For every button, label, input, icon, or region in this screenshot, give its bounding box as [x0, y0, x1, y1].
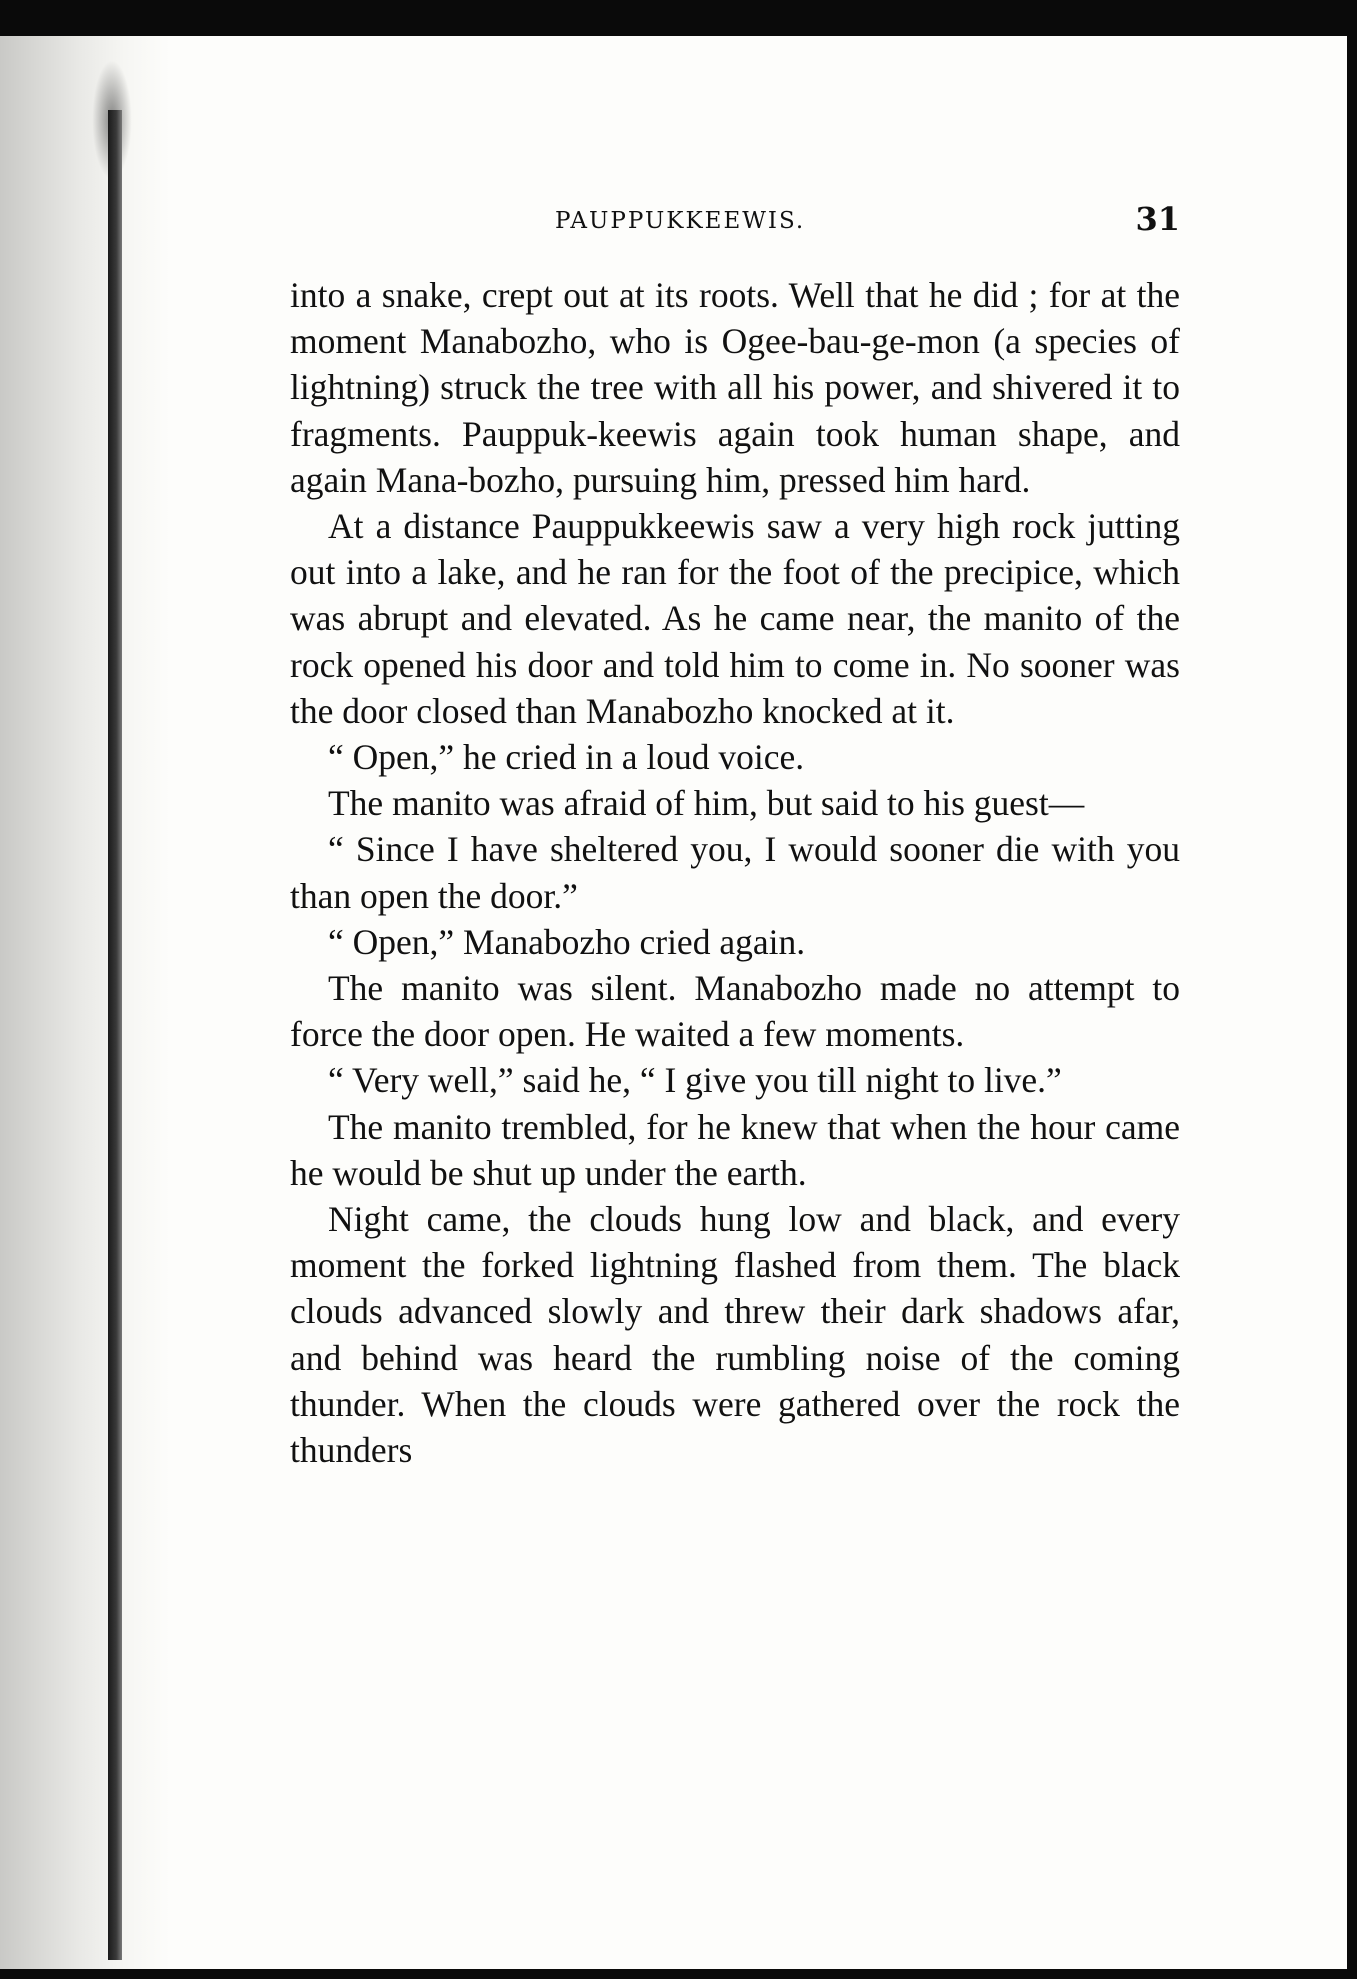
- paragraph: At a distance Pauppukkeewis saw a very high rock jutting out into a lake, and he ran for the foot of the precipice, which was abrupt and elevated. As he came near, the manito of the rock opened his door and told him to come in. No sooner was the door closed than Manabozho knocked at it.: [290, 506, 1180, 731]
- page-gutter: [0, 36, 170, 1969]
- paragraph: “ Since I have sheltered you, I would sooner die with you than open the door.”: [290, 829, 1180, 916]
- page-header: [290, 200, 1180, 240]
- paragraph: Night came, the clouds hung low and black, and every moment the forked lightning flashed from them. The black clouds advanced slowly and threw their dark shadows afar, and behind was heard the rumbling noise of the coming thunder. When the clouds were gathered over the rock the thunders: [290, 1199, 1180, 1471]
- body-text: [290, 272, 1180, 1473]
- paragraph: The manito was afraid of him, but said to his guest—: [328, 783, 1085, 824]
- scan-border-right: [1347, 0, 1357, 1979]
- paragraph: The manito was silent. Manabozho made no attempt to force the door open. He waited a few moments.: [290, 968, 1180, 1055]
- paragraph: “ Open,” he cried in a loud voice.: [328, 737, 805, 778]
- paragraph: “ Open,” Manabozho cried again.: [328, 921, 806, 962]
- page-number: 31: [1135, 200, 1180, 238]
- paragraph: The manito trembled, for he knew that when the hour came he would be shut up under the earth.: [290, 1106, 1180, 1193]
- book-spine: [108, 110, 122, 1960]
- scan-border-bottom: [0, 1969, 1357, 1979]
- scan-border-top: [0, 0, 1357, 36]
- paragraph: “ Very well,” said he, “ I give you till night to live.”: [328, 1060, 1062, 1101]
- paragraph: into a snake, crept out at its roots. Well that he did ; for at the moment Manabozho, who is Ogee-bau-ge-mon (a species of lightning) struck the tree with all his power, and shivered it to fragments. Pauppuk-keewis again took human shape, and again Mana-bozho, pursuing him, pressed him hard.: [290, 275, 1180, 500]
- running-head: PAUPPUKKEEWIS.: [555, 208, 806, 234]
